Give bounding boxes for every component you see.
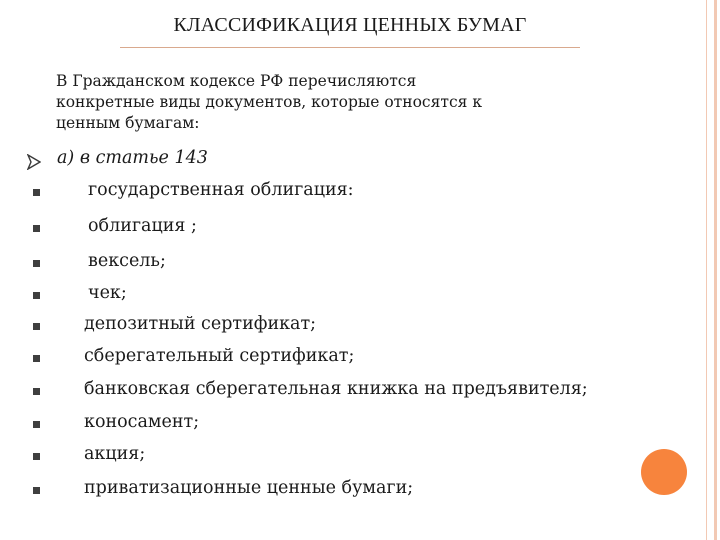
subheading-text: а) в статье 143 (57, 148, 208, 168)
square-bullet-icon (33, 323, 40, 330)
square-bullet-icon (33, 189, 40, 196)
intro-paragraph (56, 71, 576, 134)
list-item-text: облигация ; (88, 216, 197, 236)
list-item-text: приватизационные ценные бумаги; (84, 478, 414, 498)
decorative-circle (641, 449, 687, 495)
square-bullet-icon (33, 355, 40, 362)
list-item-text: государственная облигация: (88, 180, 354, 200)
square-bullet-icon (33, 292, 40, 299)
square-bullet-icon (33, 260, 40, 267)
square-bullet-icon (33, 421, 40, 428)
list-item-text: вексель; (88, 251, 166, 271)
square-bullet-icon (33, 388, 40, 395)
slide-title-block (0, 14, 700, 48)
list-item-text: чек; (88, 283, 127, 303)
square-bullet-icon (33, 487, 40, 494)
list-item-text: банковская сберегательная книжка на предъявителя; (84, 379, 588, 399)
intro-line: ценным бумагам: (56, 114, 200, 132)
intro-line: конкретные виды документов, которые относятся к (56, 93, 483, 111)
list-item-text: депозитный сертификат; (84, 314, 317, 334)
square-bullet-icon (33, 453, 40, 460)
list-item-text: сберегательный сертификат; (84, 346, 355, 366)
slide-title: КЛАССИФИКАЦИЯ ЦЕННЫХ БУМАГ (173, 14, 527, 36)
intro-line: В Гражданском кодексе РФ перечисляются (56, 72, 417, 90)
list-item-text: коносамент; (84, 412, 200, 432)
title-divider (120, 47, 580, 48)
square-bullet-icon (33, 225, 40, 232)
arrow-bullet-icon (27, 154, 41, 170)
list-item-text: акция; (84, 444, 146, 464)
